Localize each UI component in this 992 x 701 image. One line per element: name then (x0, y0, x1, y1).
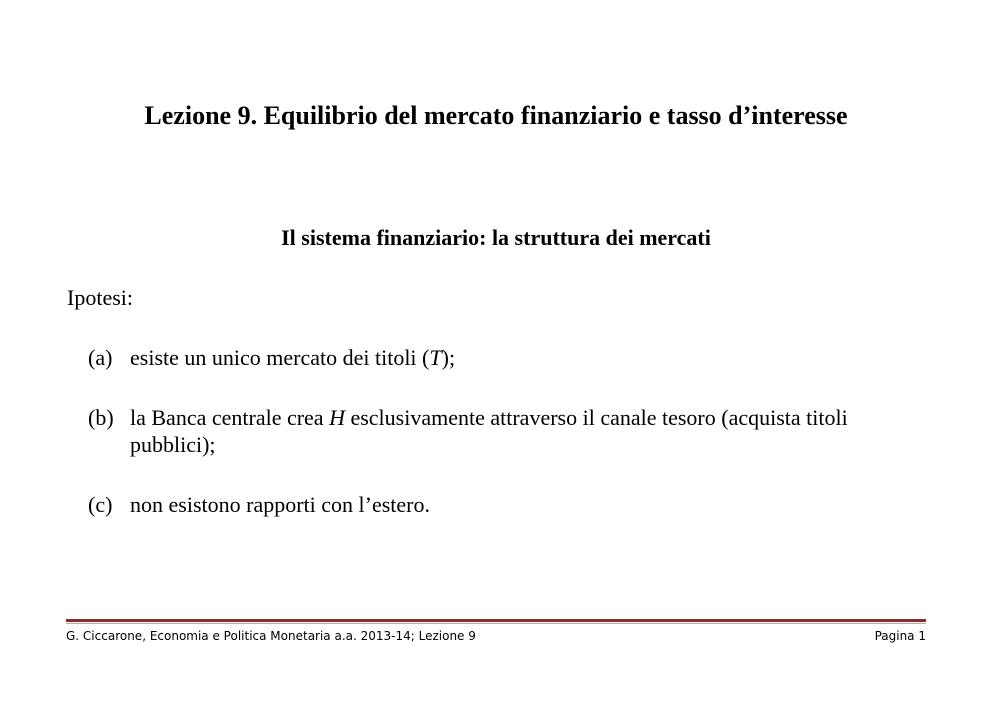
hypothesis-a (88, 344, 938, 371)
hypothesis-marker: (a) (88, 345, 113, 370)
hypothesis-text-part: esclusivamente attraverso il canale tesoro (acquista titoli pubblici); (130, 405, 848, 457)
hypothesis-text (130, 344, 938, 371)
hypothesis-text (130, 404, 938, 458)
footer-divider (66, 619, 926, 622)
hypothesis-marker: (c) (88, 492, 113, 517)
hypothesis-text-part: ); (441, 345, 456, 370)
intro-label: Ipotesi: (67, 285, 133, 310)
hypothesis-text-part: esiste un unico mercato dei titoli ( (130, 345, 430, 370)
footer-divider-thin (66, 623, 926, 624)
hypothesis-symbol: H (329, 405, 345, 430)
hypothesis-marker: (b) (88, 405, 114, 430)
footer-citation: G. Ciccarone, Economia e Politica Monetaria a.a. 2013-14; Lezione 9 (66, 629, 476, 643)
page-number: Pagina 1 (874, 629, 926, 643)
hypothesis-b (88, 404, 938, 458)
section-title: Il sistema finanziario: la struttura dei mercati (281, 225, 711, 250)
hypothesis-text-part: la Banca centrale crea (130, 405, 330, 430)
page-title: Lezione 9. Equilibrio del mercato finanziario e tasso d’interesse (144, 101, 848, 130)
hypothesis-symbol: T (429, 345, 442, 370)
hypothesis-c (88, 491, 938, 518)
hypothesis-text: non esistono rapporti con l’estero. (130, 492, 430, 517)
